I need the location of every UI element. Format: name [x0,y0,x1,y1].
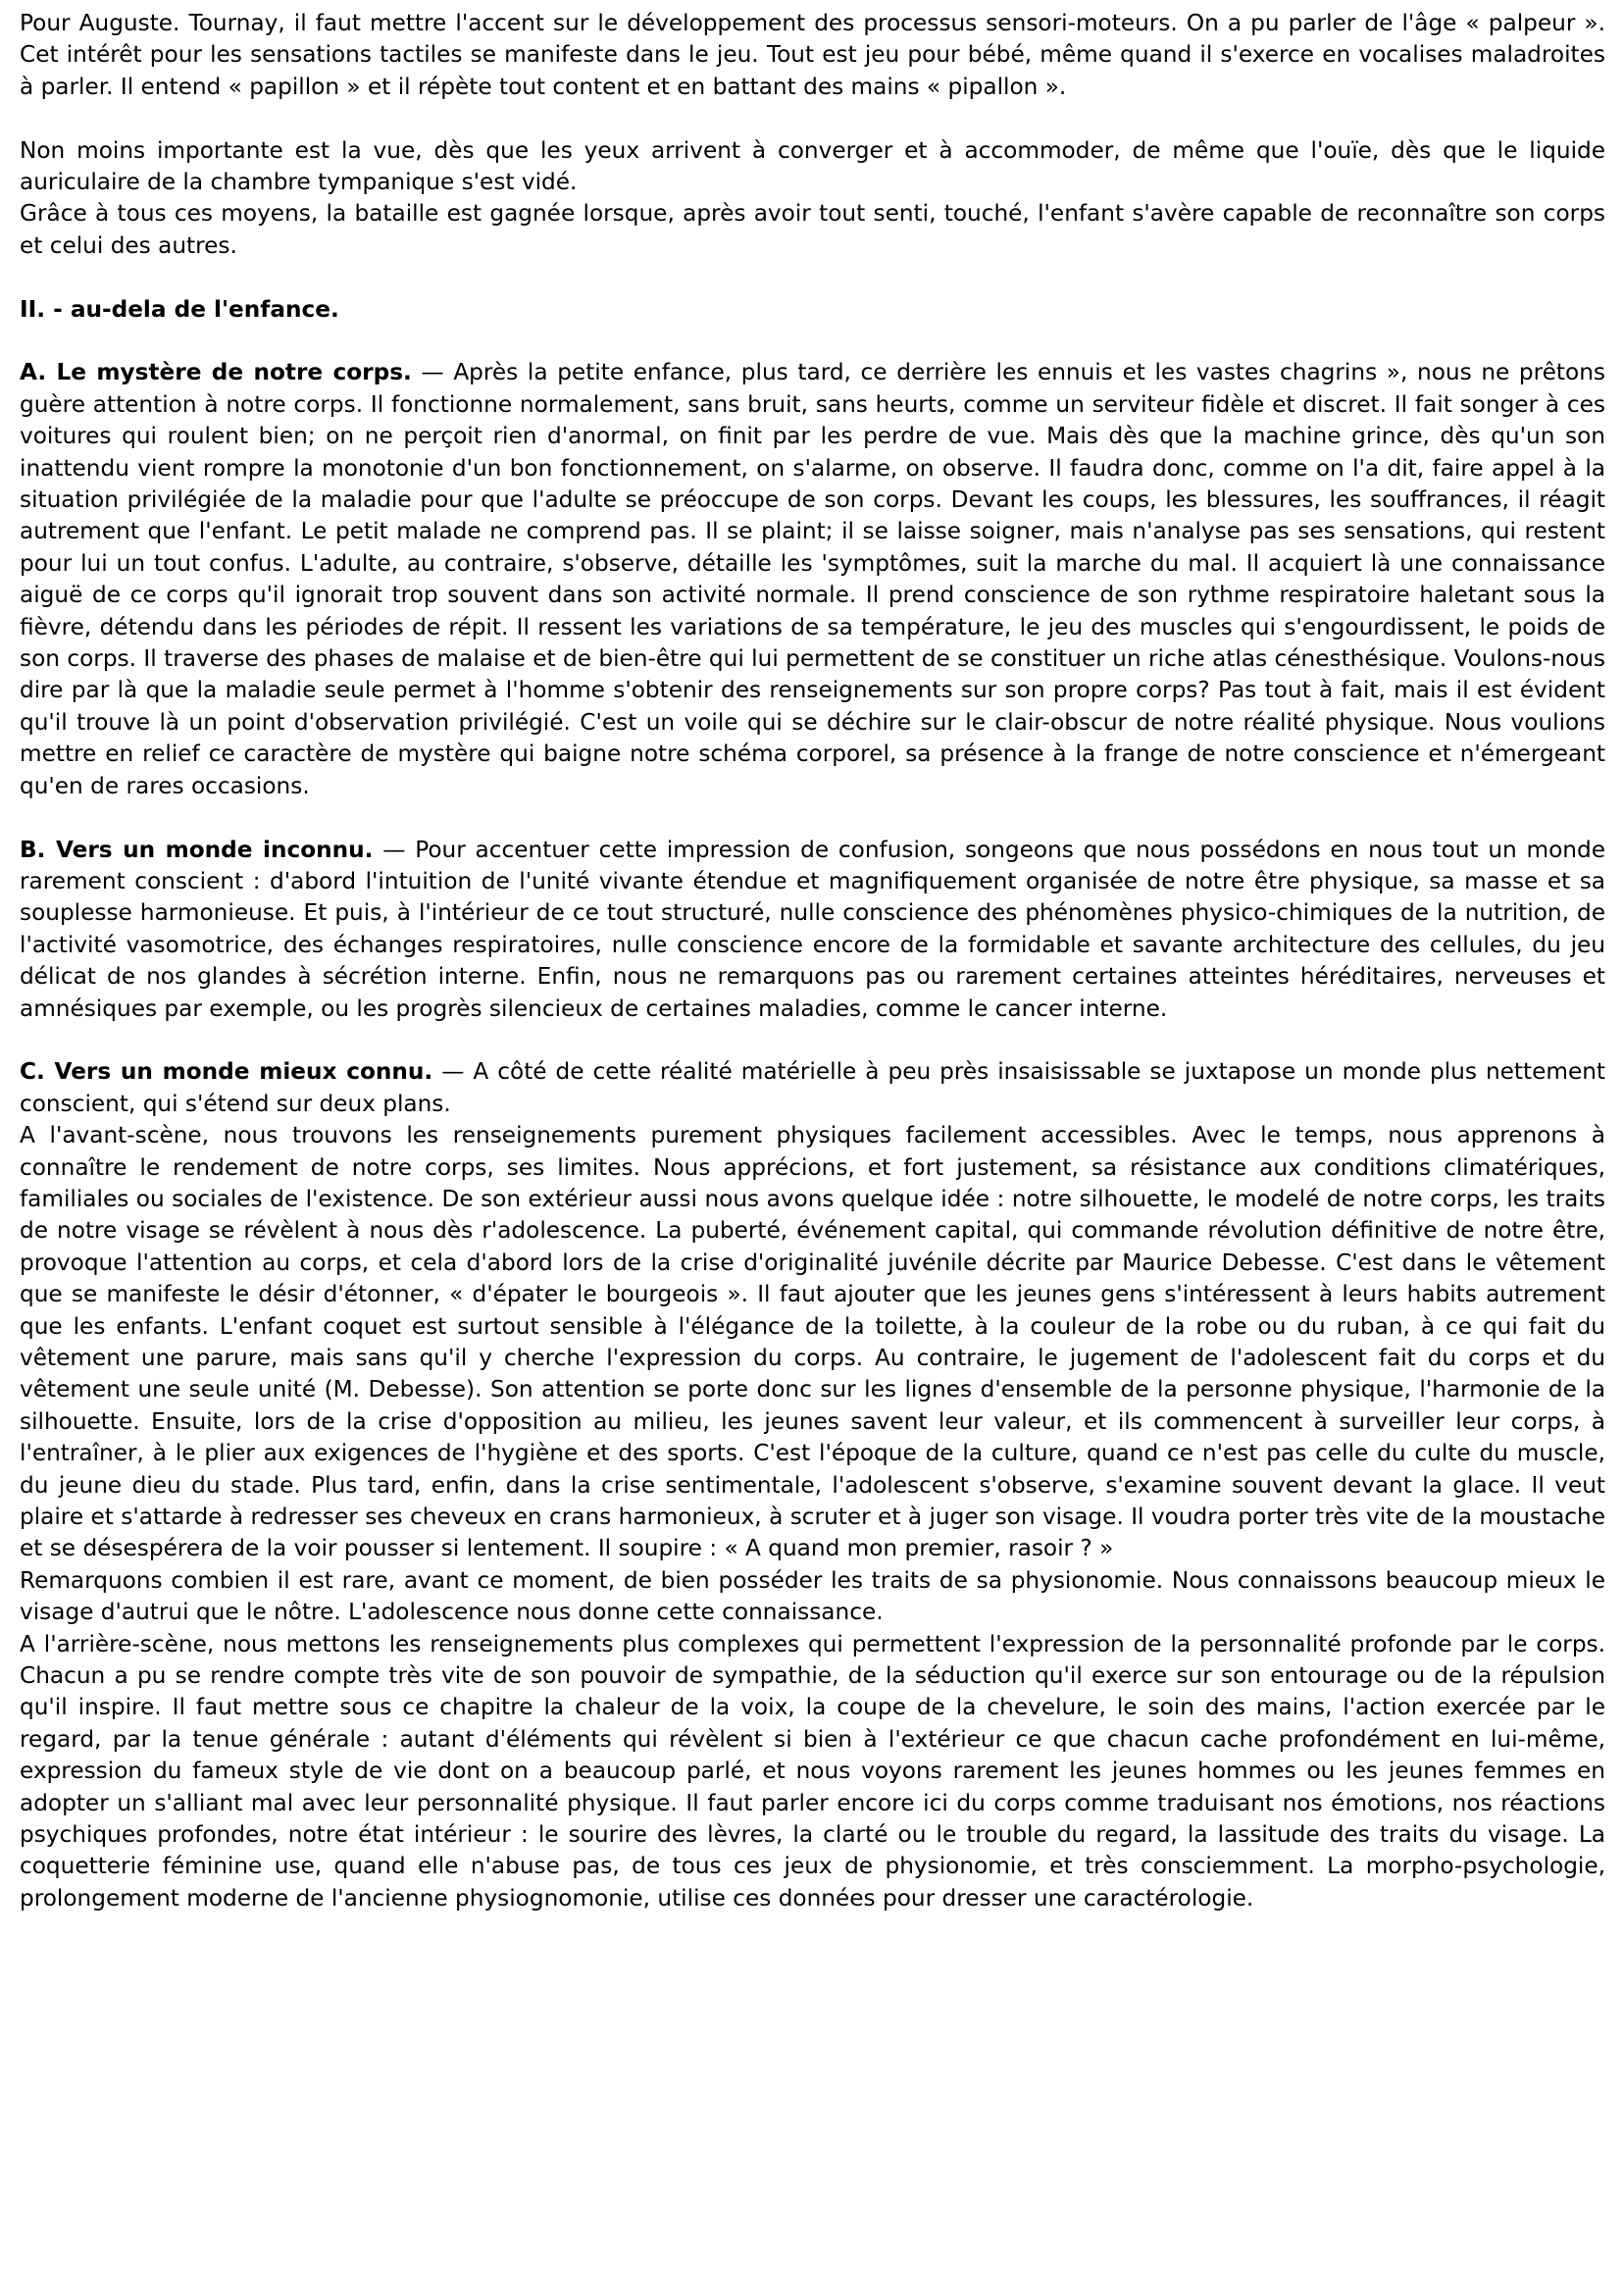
intro-paragraph-1: Pour Auguste. Tournay, il faut mettre l'accent sur le développement des processus sensori-moteurs. On a pu parler de l'âge « palpeur ». Cet intérêt pour les sensations tactiles se manifeste dans le jeu. Tout est jeu pour bébé, même quand il s'exerce en vocalises maladroites à parler. Il entend « papillon » et il répète tout content et en battant des mains « pipallon ». [20,10,1605,100]
section-c-paragraph-4: A l'arrière-scène, nous mettons les renseignements plus complexes qui permettent l'expression de la personnalité profonde par le corps. Chacun a pu se rendre compte très vite de son pouvoir de sympathie, de la séduction qu'il exerce sur son entourage ou de la répulsion qu'il inspire. Il faut mettre sous ce chapitre la chaleur de la voix, la coupe de la chevelure, le soin des mains, l'action exercée par le regard, par la tenue générale : autant d'éléments qui révèlent si bien à l'extérieur ce que chacun cache profondément en lui-même, expression du fameux style de vie dont on a beaucoup parlé, et nous voyons rarement les jeunes hommes ou les jeunes femmes en adopter un s'alliant mal avec leur personnalité physique. Il faut parler encore ici du corps comme traduisant nos émotions, nos réactions psychiques profondes, notre état intérieur : le sourire des lèvres, la clarté ou le trouble du regard, la lassitude des traits du visage. La coquetterie féminine use, quand elle n'abuse pas, de tous ces jeux de physionomie, et très consciemment. La morpho-psychologie, prolongement moderne de l'ancienne physiognomonie, utilise ces données pour dresser une caractérologie. [20,1630,1605,1912]
spacer [20,1025,1605,1056]
section-c-title: C. Vers un monde mieux connu. [20,1058,433,1086]
intro-paragraph-2: Non moins importante est la vue, dès que les yeux arrivent à converger et à accommoder, de même que l'ouïe, dès que le liquide auriculaire de la chambre tympanique s'est vidé. [20,136,1605,196]
section-c-paragraph-3: Remarquons combien il est rare, avant ce moment, de bien posséder les traits de sa physionomie. Nous connaissons beaucoup mieux le visage d'autrui que le nôtre. L'adolescence nous donne cette connaissance. [20,1566,1605,1626]
section-a-paragraph [20,357,1605,802]
section-b-paragraph [20,835,1605,1025]
section-a-title: A. Le mystère de notre corps. [20,359,412,386]
intro-paragraph-3: Grâce à tous ces moyens, la bataille est gagnée lorsque, après avoir tout senti, touché, l'enfant s'avère capable de reconnaître son corps et celui des autres. [20,200,1605,259]
spacer [20,802,1605,834]
section-b-body: — Pour accentuer cette impression de confusion, songeons que nous possédons en nous tout un monde rarement conscient : d'abord l'intuition de l'unité vivante étendue et magnifiquement organisée de notre être physique, sa masse et sa souplesse harmonieuse. Et puis, à l'intérieur de ce tout structuré, nulle conscience des phénomènes physico-chimiques de la nutrition, de l'activité vasomotrice, des échanges respiratoires, nulle conscience encore de la formidable et savante architecture des cellules, du jeu délicat de nos glandes à sécrétion interne. Enfin, nous ne remarquons pas ou rarement certaines atteintes héréditaires, nerveuses et amnésiques par exemple, ou les progrès silencieux de certaines maladies, comme le cancer interne. [20,836,1605,1022]
spacer [20,103,1605,134]
spacer [20,326,1605,357]
document-page [20,8,1605,1914]
section-c-paragraph [20,1056,1605,1120]
section-c-body: — A côté de cette réalité matérielle à peu près insaisissable se juxtapose un monde plus nettement conscient, qui s'étend sur deux plans. [20,1058,1606,1117]
section-heading: II. - au-dela de l'enfance. [20,295,339,323]
section-c-paragraph-2: A l'avant-scène, nous trouvons les renseignements purement physiques facilement accessibles. Avec le temps, nous apprenons à connaître le rendement de notre corps, ses limites. Nous apprécions, et fort justement, sa résistance aux conditions climatériques, familiales ou sociales de l'existence. De son extérieur aussi nous avons quelque idée : notre silhouette, le modelé de notre corps, les traits de notre visage se révèlent à nous dès r'adolescence. La puberté, événement capital, qui commande révolution définitive de notre être, provoque l'attention au corps, et cela d'abord lors de la crise d'originalité juvénile décrite par Maurice Debesse. C'est dans le vêtement que se manifeste le désir d'étonner, « d'épater le bourgeois ». Il faut ajouter que les jeunes gens s'intéressent à leurs habits autrement que les enfants. L'enfant coquet est surtout sensible à l'élégance de la toilette, à la couleur de la robe ou du ruban, à ce qui fait du vêtement une parure, mais sans qu'il y cherche l'expression du corps. Au contraire, le jugement de l'adolescent fait du corps et du vêtement une seule unité (M. Debesse). Son attention se porte donc sur les lignes d'ensemble de la personne physique, l'harmonie de la silhouette. Ensuite, lors de la crise d'opposition au milieu, les jeunes savent leur valeur, et ils commencent à surveiller leur corps, à l'entraîner, à le plier aux exigences de l'hygiène et des sports. C'est l'époque de la culture, quand ce n'est pas celle du culte du muscle, du jeune dieu du stade. Plus tard, enfin, dans la crise sentimentale, l'adolescent s'observe, s'examine souvent devant la glace. Il veut plaire et s'attarde à redresser ses cheveux en crans harmonieux, à scruter et à juger son visage. Il voudra porter très vite de la moustache et se désespérera de la voir pousser si lentement. Il soupire : « A quand mon premier, rasoir ? » [20,1122,1605,1562]
section-a-body: — Après la petite enfance, plus tard, ce derrière les ennuis et les vastes chagrins », nous ne prêtons guère attention à notre corps. Il fonctionne normalement, sans bruit, sans heurts, comme un serviteur fidèle et discret. Il fait songer à ces voitures qui roulent bien; on ne perçoit rien d'anormal, on finit par les perdre de vue. Mais dès que la machine grince, dès qu'un son inattendu vient rompre la monotonie d'un bon fonctionnement, on s'alarme, on observe. Il faudra donc, comme on l'a dit, faire appel à la situation privilégiée de la maladie pour que l'adulte se préoccupe de son corps. Devant les coups, les blessures, les souffrances, il réagit autrement que l'enfant. Le petit malade ne comprend pas. Il se plaint; il se laisse soigner, mais n'analyse pas ses sensations, qui restent pour lui un tout confus. L'adulte, au contraire, s'observe, détaille les 'symptômes, suit la marche du mal. Il acquiert là une connaissance aiguë de ce corps qu'il ignorait trop souvent dans son activité normale. Il prend conscience de son rythme respiratoire haletant sous la fièvre, détendu dans les périodes de répit. Il ressent les variations de sa température, le jeu des muscles qui s'engourdissent, le poids de son corps. Il traverse des phases de malaise et de bien-être qui lui permettent de se constituer un riche atlas cénesthésique. Voulons-nous dire par là que la maladie seule permet à l'homme s'obtenir des renseignements sur son propre corps? Pas tout à fait, mais il est évident qu'il trouve là un point d'observation privilégié. C'est un voile qui se déchire sur le clair-obscur de notre réalité physique. Nous voulions mettre en relief ce caractère de mystère qui baigne notre schéma corporel, sa présence à la frange de notre conscience et n'émergeant qu'en de rares occasions. [20,359,1605,799]
spacer [20,262,1605,293]
section-b-title: B. Vers un monde inconnu. [20,836,374,863]
